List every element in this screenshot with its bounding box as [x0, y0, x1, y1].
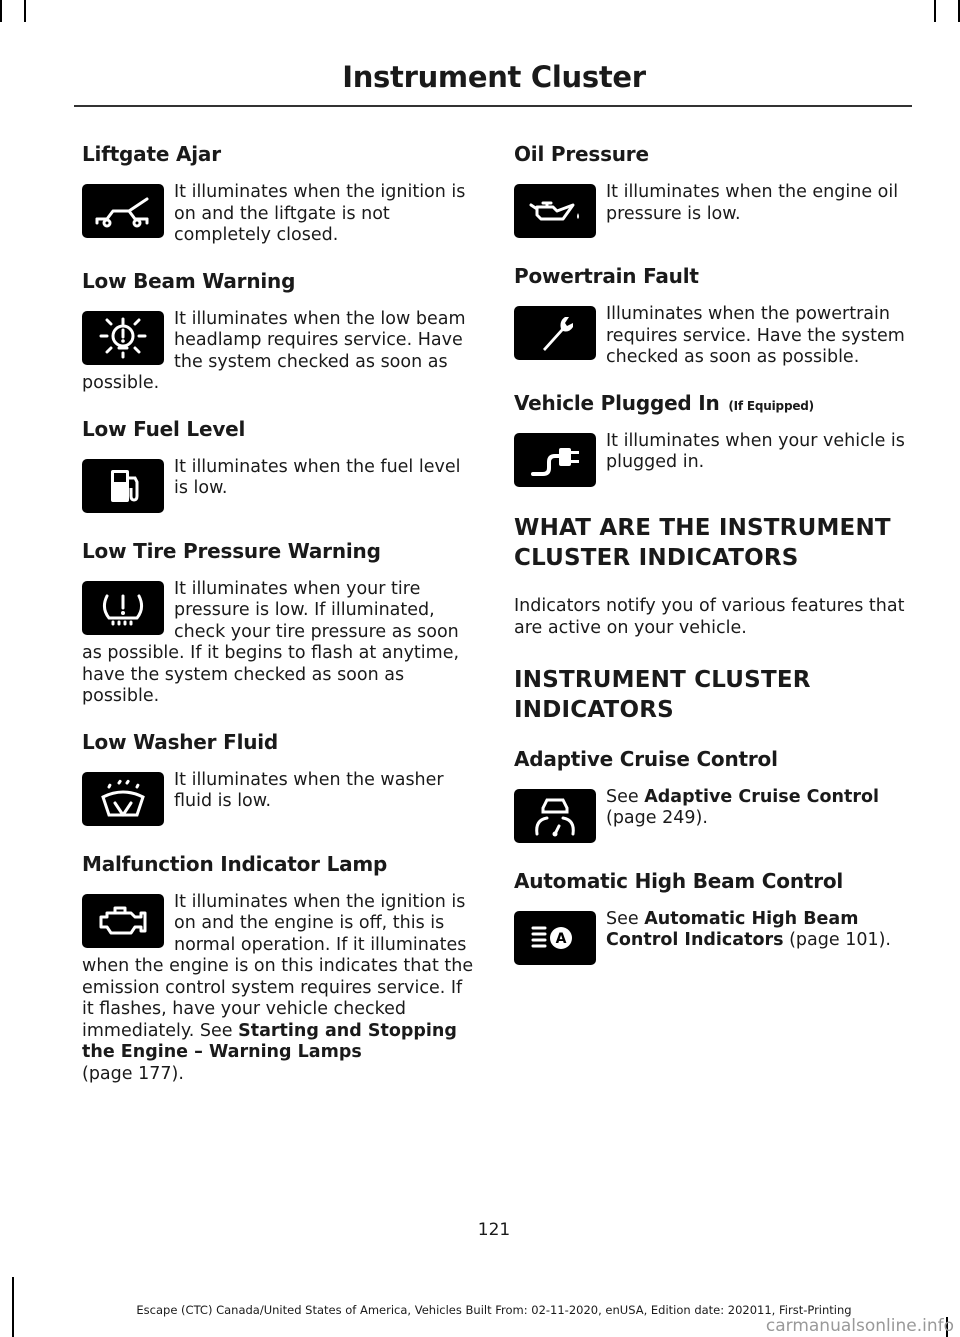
engine-icon: [82, 894, 164, 948]
wrench-icon: [514, 306, 596, 360]
section-low-fuel-level: [82, 417, 474, 517]
cross-reference-link[interactable]: Starting and Stopping the Engine – Warning Lamps: [82, 1020, 457, 1062]
section-malfunction-indicator-lamp: [82, 852, 474, 1086]
auto-high-beam-icon: [514, 911, 596, 965]
left-column: [82, 142, 474, 1107]
section-text: It illuminates when the washer fluid is low.: [174, 769, 444, 811]
section-text: It illuminates when the low beam headlamp requires service. Have the system checked as soon as possible.: [82, 308, 466, 393]
section-low-washer-fluid: [82, 730, 474, 830]
section-title: Adaptive Cruise Control: [514, 746, 778, 771]
section-text: It illuminates when the engine oil pressure is low.: [606, 182, 899, 224]
section-text: It illuminates when the ignition is on and the liftgate is not completely closed.: [174, 182, 466, 245]
see-text: See: [606, 786, 645, 807]
section-low-beam-warning: [82, 269, 474, 395]
indicators-description: Indicators notify you of various features that are active on your vehicle.: [514, 595, 905, 638]
section-oil-pressure: [514, 142, 906, 242]
indicators-heading: WHAT ARE THE INSTRUMENT CLUSTER INDICATORS: [514, 514, 891, 571]
section-liftgate-ajar: [82, 142, 474, 247]
page-reference: (page 249).: [606, 808, 708, 828]
watermark: carmanualsonline.info: [765, 1316, 954, 1336]
section-text: It illuminates when your tire pressure is low. If illuminated, check your tire pressure as soon as possible. If it begins to flash at anytime, have the system checked as soon as possible.: [82, 578, 460, 706]
oil-can-icon: [514, 184, 596, 238]
page-number: 121: [477, 1220, 511, 1240]
section-text: It illuminates when your vehicle is plugged in.: [606, 430, 905, 472]
section-title: Liftgate Ajar: [82, 142, 221, 166]
section-title: Malfunction Indicator Lamp: [82, 851, 388, 876]
svg-text:A: A: [555, 930, 567, 947]
cross-reference-link[interactable]: Adaptive Cruise Control: [644, 786, 880, 807]
section-title-text: Vehicle Plugged In: [514, 390, 720, 415]
section-adaptive-cruise-control: [514, 747, 906, 847]
if-equipped-label: (If Equipped): [728, 398, 814, 413]
crop-mark: [0, 0, 2, 22]
section-text: Illuminates when the powertrain requires service. Have the system checked as soon as possible.: [606, 304, 905, 367]
section-title: Oil Pressure: [514, 142, 649, 166]
cluster-indicators-heading: INSTRUMENT CLUSTER INDICATORS: [514, 666, 811, 723]
section-text: It illuminates when the fuel level is low.: [174, 456, 461, 498]
plug-icon: [514, 433, 596, 487]
liftgate-ajar-icon: [82, 184, 164, 238]
washer-fluid-icon: [82, 772, 164, 826]
page-title: Instrument Cluster: [342, 60, 646, 94]
fuel-pump-icon: [82, 459, 164, 513]
section-title: Low Washer Fluid: [82, 729, 279, 754]
header-rule: [74, 105, 912, 107]
crop-mark: [24, 0, 26, 22]
section-title: [514, 391, 906, 415]
right-column: [514, 142, 906, 991]
section-title: Powertrain Fault: [514, 264, 699, 288]
see-text: See: [606, 908, 645, 929]
section-title: Low Beam Warning: [82, 268, 296, 293]
tire-pressure-icon: [82, 581, 164, 635]
section-low-tire-pressure: [82, 539, 474, 708]
adaptive-cruise-icon: [514, 789, 596, 843]
page-reference: (page 101).: [783, 930, 891, 950]
edition-info: Escape (CTC) Canada/United States of America, Vehicles Built From: 02-11-2020, enUSA, Edition date: 202011, First-Printing: [136, 1303, 852, 1317]
low-beam-warning-icon: [82, 311, 164, 365]
page-reference: (page 177).: [82, 1063, 184, 1084]
section-automatic-high-beam-control: [514, 869, 906, 969]
crop-mark: [934, 0, 936, 22]
section-vehicle-plugged-in: [514, 391, 906, 491]
section-text: It illuminates when the ignition is on and the engine is off, this is normal operation. If it illuminates when the engine is on this indicates that the emission control system requires service. If it flashes, have your vehicle checked immediately. See: [82, 891, 474, 1041]
section-title: Automatic High Beam Control: [514, 868, 844, 893]
cross-reference-link[interactable]: Automatic High Beam Control Indicators: [606, 908, 859, 950]
section-title: Low Fuel Level: [82, 416, 246, 441]
section-title: Low Tire Pressure Warning: [82, 538, 381, 563]
section-powertrain-fault: [514, 264, 906, 369]
